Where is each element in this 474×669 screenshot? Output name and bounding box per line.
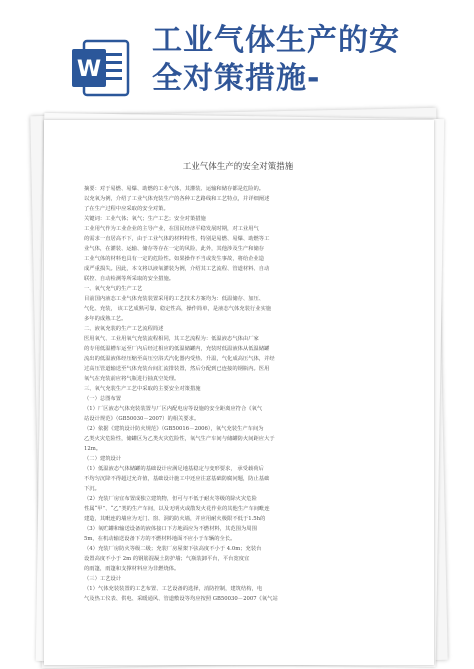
document-text-line: 乙类火灾危险性，储罐区为乙类火灾危险性，氧气生产车间与储罐防火间距应大于 bbox=[84, 436, 275, 442]
document-text-line: 5m，在机动输送设备下方的不燃材料地面不应小于车辆的全长。 bbox=[84, 536, 236, 542]
document-text-line: （3）氧贮罐和输送设备的液体接口下方地面应为不燃材料，其范围为周围 bbox=[84, 526, 257, 532]
document-text-line: 工业用气作为工业企业的主导产业，在国民经济平稳发展时期，对工业用气 bbox=[84, 226, 259, 232]
document-text-line: 的需求一直居高不下，由于工业气体的材料特性，特别是易燃、易爆、助燃等工 bbox=[84, 236, 270, 242]
document-text-line: （三）工艺设计 bbox=[84, 576, 122, 582]
document-text-line: （2）充装厂房宜布置成独立建筑物，但可与不低于耐火等级的除火灾危险 bbox=[84, 496, 257, 502]
document-text-line: 流出的低温液体经压缩至高压空浴式汽化器内受热、升温，气化成高压气体，并经 bbox=[84, 356, 275, 362]
document-body bbox=[84, 184, 392, 604]
document-text-line: 站设计规范》（GB50030－2007）的相关要求。 bbox=[84, 416, 200, 422]
document-text-line: 医用氧气、工业用氧气充装流程相同，其工艺流程为：低温液态气体由厂家 bbox=[84, 336, 259, 342]
word-document-icon bbox=[70, 37, 132, 99]
document-text-line: 建造，其毗连的墙应为无门、窗、洞的防火墙，并应用耐火极限不低于1.5h的 bbox=[84, 516, 266, 522]
document-text-line: （2）依据《建筑设计防火规范》（GB50016－2006），氧气充装生产车间为 bbox=[84, 426, 264, 432]
document-text-line: 设置高度不小于 2m 的钢筋混凝土防护墙；气瓶装卸平台，平台宽度宜 bbox=[84, 556, 250, 562]
document-text-line: 了在生产过程中应采取的安全对策。 bbox=[84, 206, 169, 212]
document-text-line: （二）建筑设计 bbox=[84, 456, 122, 462]
document-text-line: 氧气在充装前应将气瓶进行抽真空处理。 bbox=[84, 376, 180, 382]
document-text-line: 目前国内液态工业气体充装装置采用的工艺技术方案均为：低温储存、加压、 bbox=[84, 296, 265, 302]
document-text-line: 工业气体的材料也具有一定的危险性。如果操作不当或发生事故，将给企业造 bbox=[84, 256, 265, 262]
document-text-line: 业气体，在灌装、运输、储存等存在一定的风险，此外，其他涉及生产和储存 bbox=[84, 246, 265, 252]
document-text-line: （1）厂区液态气体充装装置与厂区内配电房等设施的安全距离应符合《氧气 bbox=[84, 406, 263, 412]
document-text-line: 二、液氧充装的生产工艺流程简述 bbox=[84, 326, 164, 332]
document-text-line: 的专用低温槽车运至厂内后经过相应的低温储罐内，充装时低温液体从低温储罐 bbox=[84, 346, 270, 352]
document-text-line: （4）充装厂房防火等级二级；充装厂房屋架下弦高度不小于 4.0m；充装台 bbox=[84, 546, 262, 552]
document-text-line: （1）低温液态气体储罐的基础设计应满足地基稳定与变形要求， 承受载荷后 bbox=[84, 466, 264, 472]
document-text-line: 三、氧气充装生产工艺中采取的主要安全对策措施 bbox=[84, 386, 201, 392]
document-text-line: 的雨篷，雨篷和支撑材料应为非燃烧体。 bbox=[84, 566, 180, 572]
document-text-line: 气化、充装， 该工艺成熟可靠，稳定性高，操作简单，是液态气体充装行业实施 bbox=[84, 306, 272, 312]
word-logo-letter: W bbox=[76, 57, 102, 82]
document-text-line: 一、氧气充气的生产工艺 bbox=[84, 286, 143, 292]
document-page bbox=[44, 120, 434, 665]
document-text-line: 关键词：工业气体；氧气；生产工艺；安全对策措施 bbox=[84, 216, 206, 222]
document-text-line: 12m。 bbox=[84, 446, 102, 452]
document-text-line: 以充氧为例，介绍了工业气体充装生产的各种工艺路线和工艺特点，并详细阐述 bbox=[84, 196, 270, 202]
document-text-line: 联控、自动检测等所采取的安全措施。 bbox=[84, 276, 175, 282]
document-text-line: 气及热工仪表、供电、采暖通风、管道敷设等均应按照 GB50030－2007《氧气站 bbox=[84, 596, 278, 602]
document-text-line: （一）总图布置 bbox=[84, 396, 122, 402]
document-text-line: （1）气体充装装置的工艺布置、工艺设备的选择，消防控制，建筑结构，电 bbox=[84, 586, 263, 592]
document-text-line: 多年的成熟工艺。 bbox=[84, 316, 127, 322]
page-title-line-1: 工业气体生产的安 bbox=[152, 23, 400, 58]
document-text-line: 性属“甲”、“乙”类的生产车间，以及无明火或散发火花作业的其他生产车间毗连 bbox=[84, 506, 270, 512]
document-text-line: 过高压管道输送至气体充装台间汇流排装置，然后分配到已连接的钢瓶内。医用 bbox=[84, 366, 270, 372]
document-text-line: 摘要：对于易燃、易爆、助燃的工业气体，其灌装、运输和储存都是危险的。 bbox=[84, 186, 265, 192]
header bbox=[0, 0, 474, 110]
page-title bbox=[152, 22, 452, 98]
document-title: 工业气体生产的安全对策措施 bbox=[182, 162, 294, 172]
document-text-line: 下沉。 bbox=[84, 486, 100, 492]
page-title-line-2: 全对策措施- bbox=[152, 61, 321, 96]
document-text-line: 成严重损失。因此，本文将以液氧灌装为例，介绍其工艺流程、管道材料、自动 bbox=[84, 266, 270, 272]
document-text-line: 不均匀沉降不得超过允许值，基础设计施工中还应注意基础防腐问题，防止基础 bbox=[84, 476, 270, 482]
